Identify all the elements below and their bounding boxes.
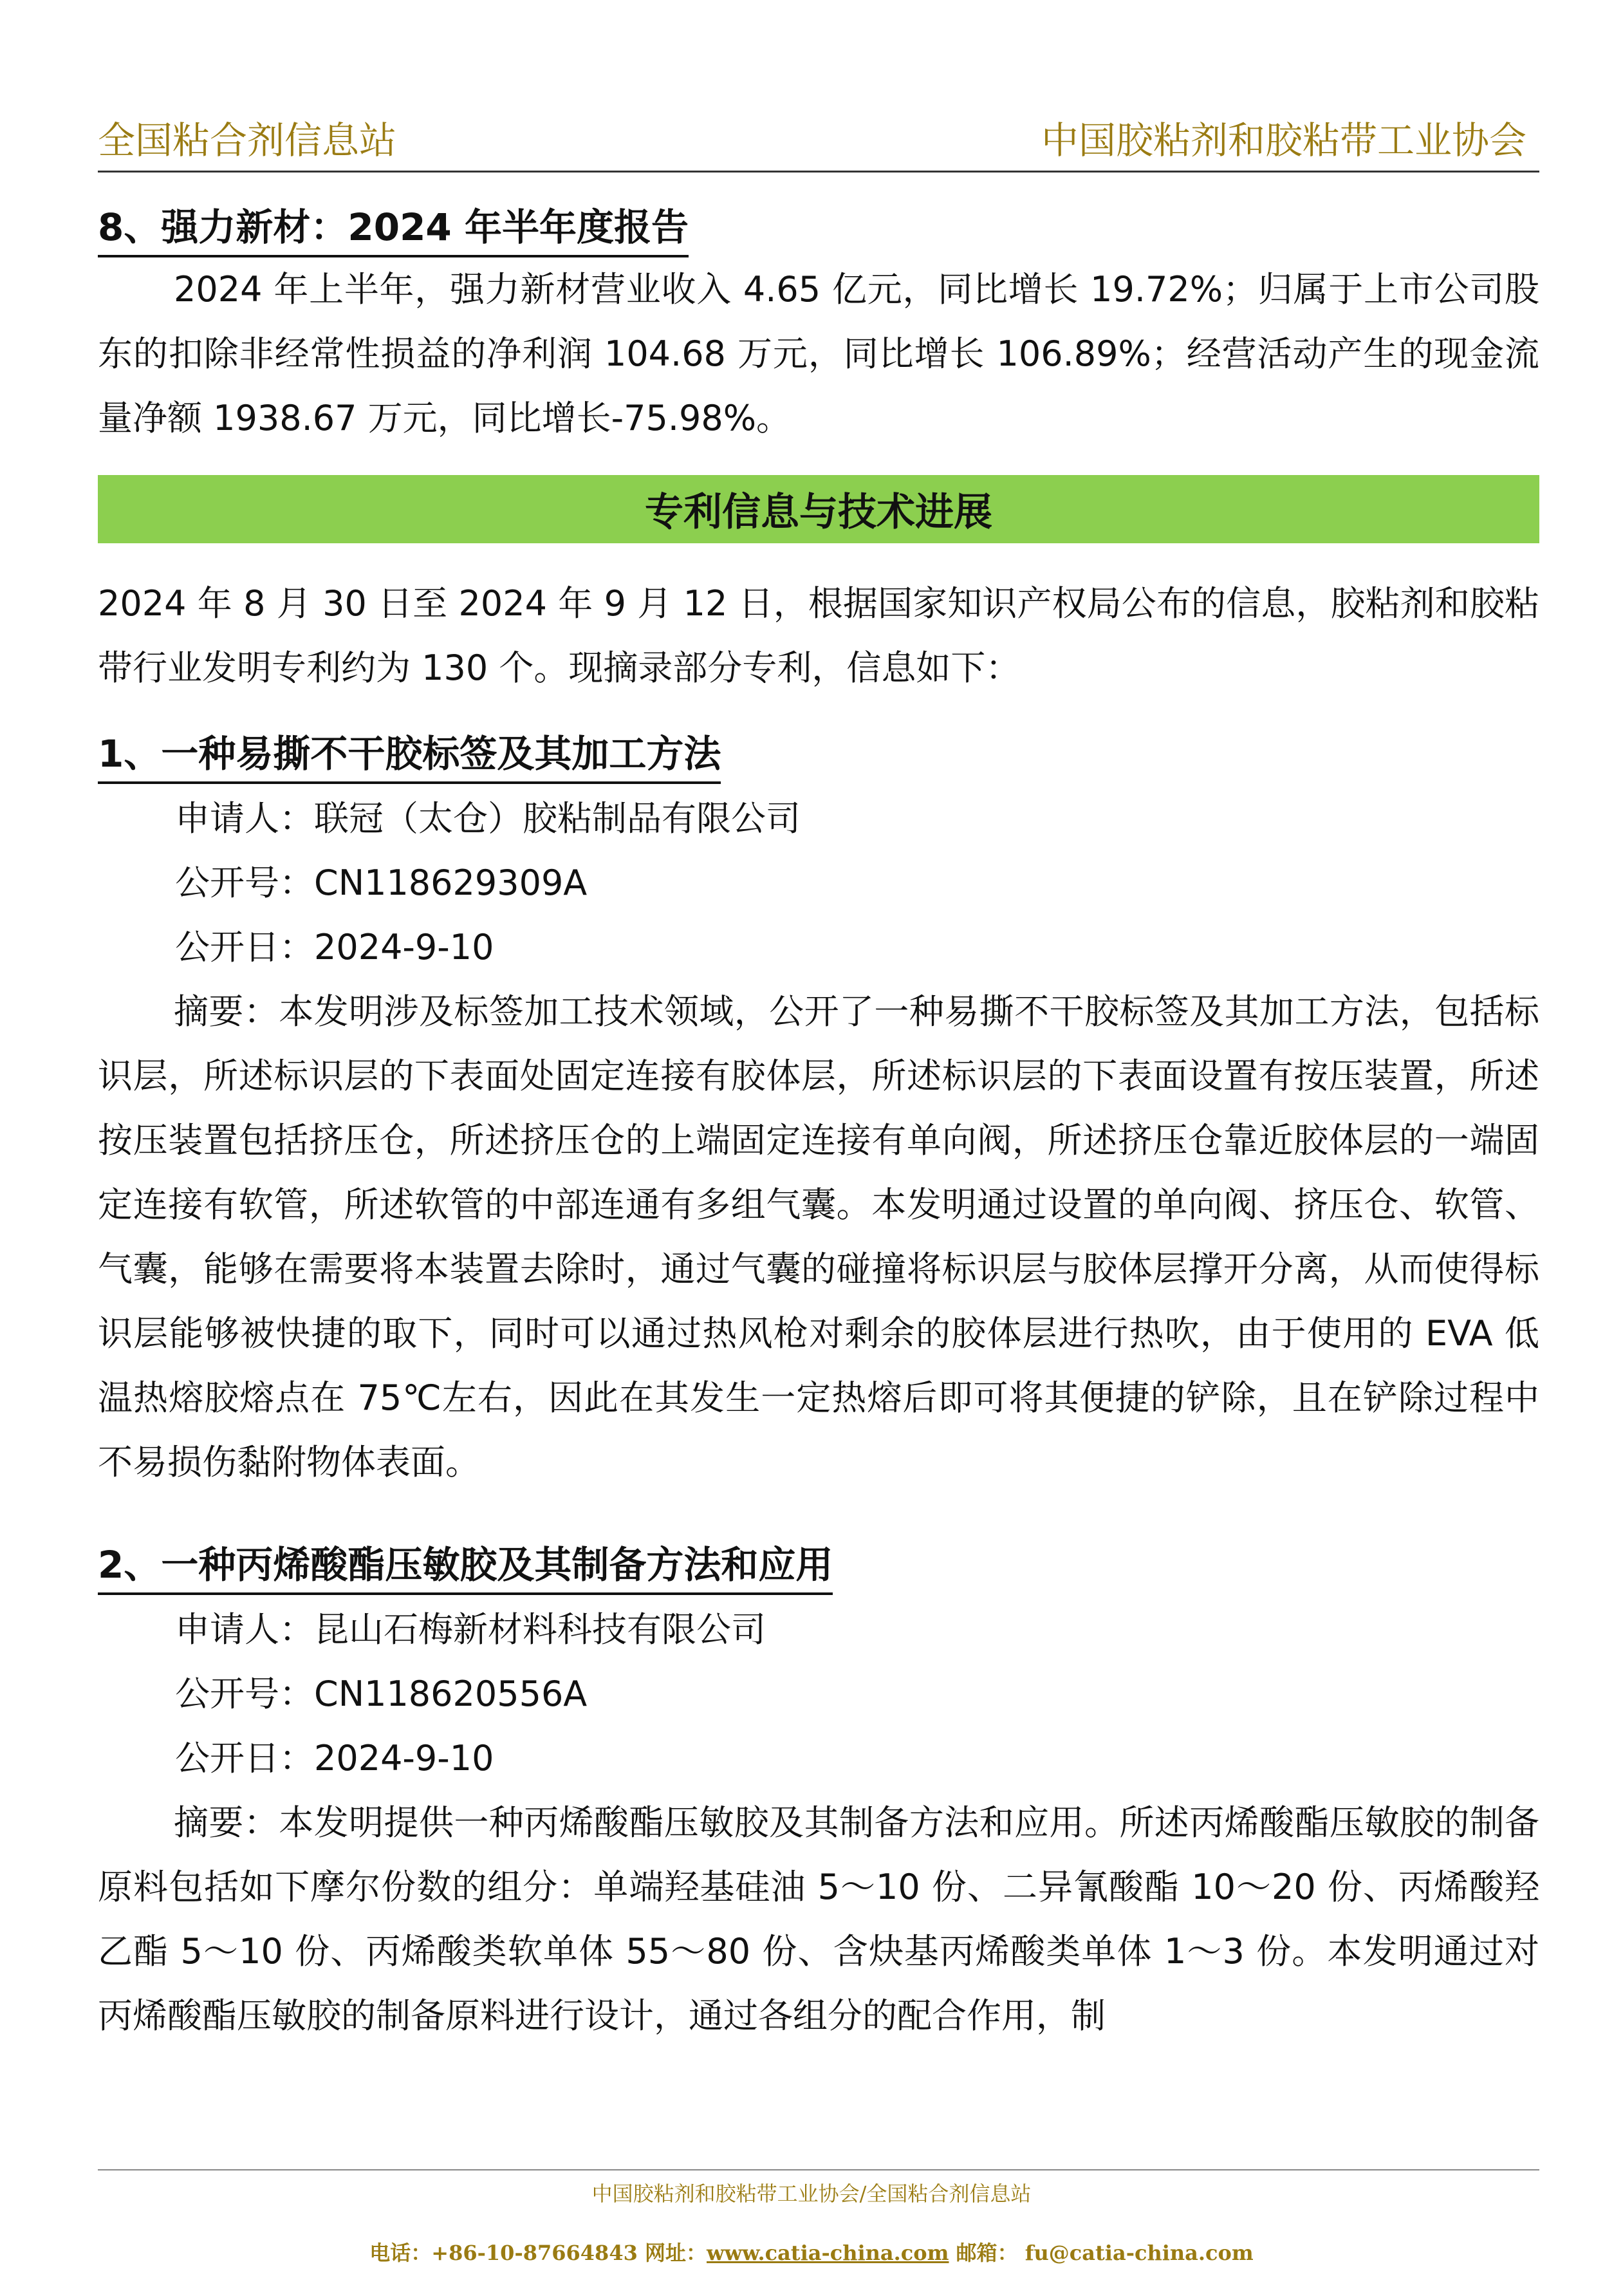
footer-site-link[interactable]: www.catia-china.com [707,2241,949,2265]
section-band [98,475,1539,543]
footer-site-label: 网址： [645,2241,707,2265]
report-heading: 8、强力新材：2024 年半年度报告 [98,200,689,257]
footer-divider [98,2169,1539,2170]
site-title: 全国粘合剂信息站 [98,118,397,162]
association-title: 中国胶粘剂和胶粘带工业协会 [1041,118,1526,162]
patent-2-heading: 2、一种丙烯酸酯压敏胶及其制备方法和应用 [98,1537,833,1595]
header-divider [98,171,1539,173]
footer-contact [0,2234,1623,2272]
patent-1-abstract: 摘要：本发明涉及标签加工技术领域，公开了一种易撕不干胶标签及其加工方法，包括标识层，所述标识层的下表面处固定连接有胶体层，所述标识层的下表面设置有按压装置，所述按压装置包括挤压仓，所述挤压仓的上端固定连接有单向阀，所述挤压仓靠近胶体层的一端固定连接有软管，所述软管的中部连通有多组气囊。本发明通过设置的单向阀、挤压仓、软管、气囊，能够在需要将本装置去除时，通过气囊的碰撞将标识层与胶体层撑开分离，从而使得标识层能够被快捷的取下，同时可以通过热风枪对剩余的胶体层进行热吹，由于使用的 EVA 低温热熔胶熔点在 75℃左右，因此在其发生一定热熔后即可将其便捷的铲除，且在铲除过程中不易损伤黏附物体表面。 [98,991,1539,1482]
section-band-title: 专利信息与技术进展 [645,490,992,535]
patent-2-pub-no: 公开号：CN118620556A [175,1674,588,1714]
report-body: 2024 年上半年，强力新材营业收入 4.65 亿元，同比增长 19.72%；归属于上市公司股东的扣除非经常性损益的净利润 104.68 万元，同比增长 106.89%；经营活动产生的现金流量净额 1938.67 万元，同比增长-75.98%。 [98,269,1539,438]
patent-1-applicant: 申请人：联冠（太仓）胶粘制品有限公司 [175,798,801,839]
patent-2-applicant: 申请人：昆山石梅新材料科技有限公司 [175,1609,766,1650]
patent-2-pub-date: 公开日：2024-9-10 [175,1738,494,1778]
footer-phone: 电话：+86-10-87664843 [369,2241,638,2265]
intro-paragraph: 2024 年 8 月 30 日至 2024 年 9 月 12 日，根据国家知识产权局公布的信息，胶粘剂和胶粘带行业发明专利约为 130 个。现摘录部分专利，信息如下： [98,583,1539,688]
patent-1-heading: 1、一种易撕不干胶标签及其加工方法 [98,726,721,784]
patent-1-pub-date: 公开日：2024-9-10 [175,927,494,967]
patent-1-pub-no: 公开号：CN118629309A [175,863,588,903]
patent-2-abstract: 摘要：本发明提供一种丙烯酸酯压敏胶及其制备方法和应用。所述丙烯酸酯压敏胶的制备原料包括如下摩尔份数的组分：单端羟基硅油 5～10 份、二异氰酸酯 10～20 份、丙烯酸羟乙酯 5～10 份、丙烯酸类软单体 55～80 份、含炔基丙烯酸类单体 1～3 份。本发明通过对丙烯酸酯压敏胶的制备原料进行设计，通过各组分的配合作用，制 [98,1802,1539,2036]
footer-org-line: 中国胶粘剂和胶粘带工业协会/全国粘合剂信息站 [591,2181,1032,2206]
footer-email: 邮箱： fu@catia-china.com [956,2241,1254,2265]
